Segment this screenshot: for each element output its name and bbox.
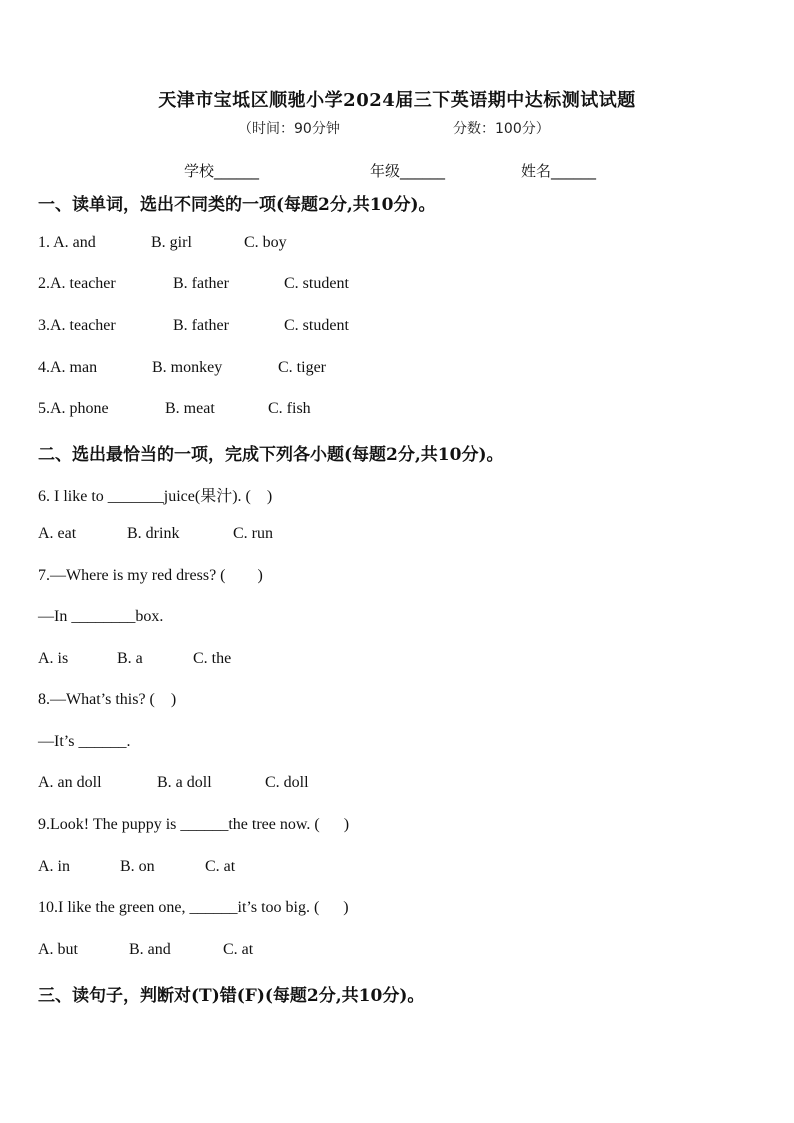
q2-option-b: B. father	[173, 275, 229, 292]
q6-option-b: B. drink	[127, 525, 180, 542]
q6-option-c: C. run	[233, 525, 273, 542]
q6-stem: 6. I like to _______juice(果汁). ( )	[38, 488, 273, 505]
q4-option-c: C. tiger	[278, 359, 326, 376]
q5-option-a: 5.A. phone	[38, 400, 109, 417]
q7-stem: 7.—Where is my red dress? ( )	[38, 567, 263, 584]
q10-option-b: B. and	[129, 941, 171, 958]
q4-option-a: 4.A. man	[38, 359, 98, 376]
q3-option-a: 3.A. teacher	[38, 317, 116, 334]
q5-option-c: C. fish	[268, 400, 311, 417]
grade-field: 年级______	[370, 162, 446, 180]
q9-option-a: A. in	[38, 858, 70, 875]
q8-answer-line: —It’s ______.	[38, 733, 131, 750]
q10-option-c: C. at	[223, 941, 254, 958]
exam-time: （时间：90分钟	[238, 121, 340, 137]
q8-option-a: A. an doll	[38, 774, 102, 791]
q2-option-a: 2.A. teacher	[38, 275, 116, 292]
section-1-heading: 一、读单词，选出不同类的一项(每题2分,共10分)。	[38, 195, 436, 215]
q1-option-c: C. boy	[244, 234, 287, 251]
section-2-heading: 二、选出最恰当的一项，完成下列各小题(每题2分,共10分)。	[38, 445, 504, 465]
q7-option-b: B. a	[117, 650, 143, 667]
q8-option-c: C. doll	[265, 774, 309, 791]
q8-option-b: B. a doll	[157, 774, 212, 791]
q10-option-a: A. but	[38, 941, 78, 958]
q10-stem: 10.I like the green one, ______it’s too big. ( )	[38, 899, 349, 916]
q4-option-b: B. monkey	[152, 359, 223, 376]
q1-option-b: B. girl	[151, 234, 192, 251]
section-3-heading: 三、读句子，判断对(T)错(F)(每题2分,共10分)。	[38, 986, 425, 1006]
q9-stem: 9.Look! The puppy is ______the tree now. ( )	[38, 816, 350, 833]
q7-option-c: C. the	[193, 650, 232, 667]
name-field: 姓名______	[521, 162, 597, 180]
q7-option-a: A. is	[38, 650, 69, 667]
q5-option-b: B. meat	[165, 400, 215, 417]
q1-option-a: 1. A. and	[38, 234, 96, 251]
q8-stem: 8.—What’s this? ( )	[38, 691, 177, 708]
q3-option-c: C. student	[284, 317, 349, 334]
school-field: 学校______	[184, 162, 260, 180]
page-title: 天津市宝坻区顺驰小学2024届三下英语期中达标测试试题	[158, 90, 636, 111]
q9-option-c: C. at	[205, 858, 236, 875]
q7-answer-line: —In ________box.	[38, 608, 164, 625]
exam-score: 分数：100分）	[453, 121, 550, 137]
q9-option-b: B. on	[120, 858, 155, 875]
q2-option-c: C. student	[284, 275, 349, 292]
q3-option-b: B. father	[173, 317, 229, 334]
q6-option-a: A. eat	[38, 525, 77, 542]
